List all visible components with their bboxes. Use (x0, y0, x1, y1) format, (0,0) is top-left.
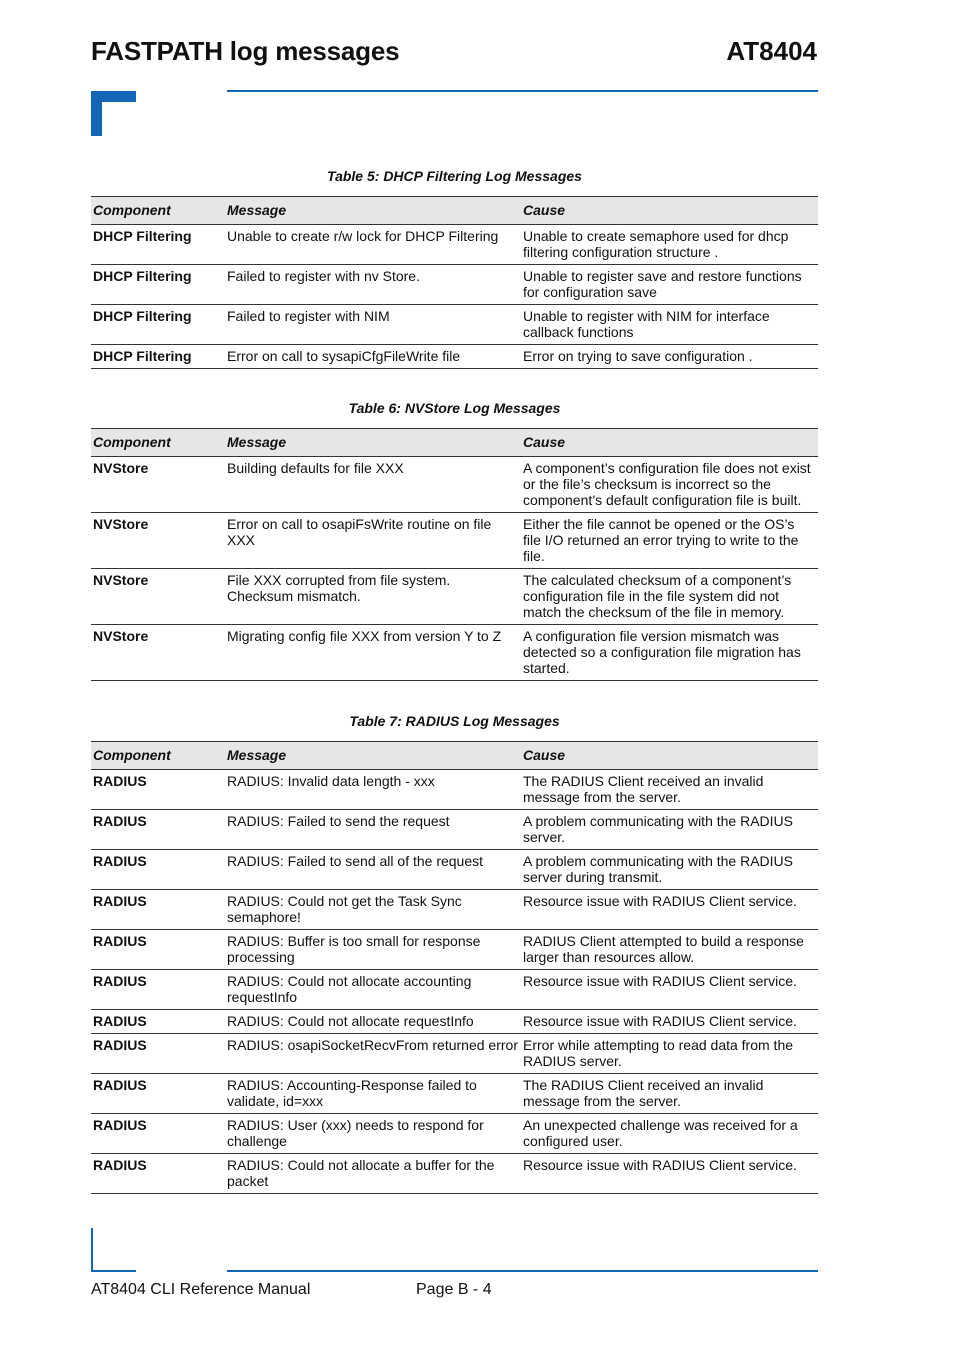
footer-corner-mark (91, 1228, 93, 1272)
cell-cause: Unable to create semaphore used for dhcp filtering configuration structure . (521, 225, 818, 265)
cell-component: RADIUS (91, 1074, 225, 1114)
table-row (91, 1074, 818, 1114)
cell-component: RADIUS (91, 1114, 225, 1154)
table-row (91, 625, 818, 681)
cell-component: RADIUS (91, 970, 225, 1010)
cell-component: RADIUS (91, 930, 225, 970)
cell-message: Unable to create r/w lock for DHCP Filtering (225, 225, 521, 265)
cell-component: RADIUS (91, 770, 225, 810)
cell-message: RADIUS: Buffer is too small for response processing (225, 930, 521, 970)
column-header-message: Message (225, 742, 521, 770)
cell-component: DHCP Filtering (91, 305, 225, 345)
cell-component: DHCP Filtering (91, 225, 225, 265)
table-header-row (91, 742, 818, 770)
cell-component: RADIUS (91, 810, 225, 850)
table-header-row (91, 429, 818, 457)
cell-cause: Resource issue with RADIUS Client service. (521, 890, 818, 930)
cell-component: DHCP Filtering (91, 345, 225, 369)
cell-message: Building defaults for file XXX (225, 457, 521, 513)
cell-message: RADIUS: Could not allocate requestInfo (225, 1010, 521, 1034)
cell-cause: A configuration file version mismatch was detected so a configuration file migration has started. (521, 625, 818, 681)
table-caption-nvstore: Table 6: NVStore Log Messages (348, 400, 561, 416)
cell-message: RADIUS: Failed to send the request (225, 810, 521, 850)
table-row (91, 890, 818, 930)
cell-component: NVStore (91, 457, 225, 513)
cell-cause: Either the file cannot be opened or the OS’s file I/O returned an error trying to write to the file. (521, 513, 818, 569)
cell-message: Error on call to osapiFsWrite routine on file XXX (225, 513, 521, 569)
cell-cause: Error while attempting to read data from the RADIUS server. (521, 1034, 818, 1074)
table-row (91, 513, 818, 569)
cell-component: NVStore (91, 569, 225, 625)
column-header-component: Component (91, 742, 225, 770)
dhcp-filtering-table (91, 196, 818, 369)
cell-cause: Resource issue with RADIUS Client service. (521, 1154, 818, 1194)
cell-cause: Unable to register with NIM for interface callback functions (521, 305, 818, 345)
cell-cause: Error on trying to save configuration . (521, 345, 818, 369)
footer-corner-rule (91, 1270, 136, 1272)
product-name: AT8404 (726, 36, 817, 66)
cell-component: DHCP Filtering (91, 265, 225, 305)
cell-cause: A problem communicating with the RADIUS server. (521, 810, 818, 850)
table-row (91, 305, 818, 345)
footer-page-number: Page B - 4 (416, 1281, 492, 1298)
table-row (91, 225, 818, 265)
table-row (91, 457, 818, 513)
column-header-cause: Cause (521, 742, 818, 770)
footer-manual-title: AT8404 CLI Reference Manual (91, 1281, 311, 1298)
cell-cause: Resource issue with RADIUS Client service. (521, 1010, 818, 1034)
cell-message: RADIUS: Accounting-Response failed to validate, id=xxx (225, 1074, 521, 1114)
cell-message: File XXX corrupted from file system. Checksum mismatch. (225, 569, 521, 625)
cell-cause: Unable to register save and restore functions for configuration save (521, 265, 818, 305)
table-row (91, 265, 818, 305)
column-header-component: Component (91, 197, 225, 225)
cell-message: RADIUS: Failed to send all of the request (225, 850, 521, 890)
table-row (91, 569, 818, 625)
table-caption-dhcp: Table 5: DHCP Filtering Log Messages (327, 168, 582, 184)
table-row (91, 850, 818, 890)
header-rule (227, 90, 818, 92)
column-header-component: Component (91, 429, 225, 457)
table-row (91, 1154, 818, 1194)
cell-cause: A problem communicating with the RADIUS server during transmit. (521, 850, 818, 890)
column-header-message: Message (225, 429, 521, 457)
cell-component: NVStore (91, 625, 225, 681)
cell-message: Failed to register with nv Store. (225, 265, 521, 305)
cell-component: RADIUS (91, 1154, 225, 1194)
cell-message: RADIUS: osapiSocketRecvFrom returned error (225, 1034, 521, 1074)
cell-message: Failed to register with NIM (225, 305, 521, 345)
table-row (91, 810, 818, 850)
table-row (91, 1034, 818, 1074)
cell-component: RADIUS (91, 1010, 225, 1034)
column-header-message: Message (225, 197, 521, 225)
cell-component: NVStore (91, 513, 225, 569)
header-corner-mark-horizontal (91, 91, 136, 102)
column-header-cause: Cause (521, 429, 818, 457)
cell-cause: A component’s configuration file does not exist or the file’s checksum is incorrect so the component’s default configuration file is built. (521, 457, 818, 513)
cell-message: RADIUS: Invalid data length - xxx (225, 770, 521, 810)
table-row (91, 930, 818, 970)
table-caption-radius: Table 7: RADIUS Log Messages (349, 713, 560, 729)
table-row (91, 345, 818, 369)
cell-cause: The calculated checksum of a component’s configuration file in the file system did not match the checksum of the file in memory. (521, 569, 818, 625)
column-header-cause: Cause (521, 197, 818, 225)
table-row (91, 1114, 818, 1154)
radius-table (91, 741, 818, 1194)
cell-component: RADIUS (91, 850, 225, 890)
cell-cause: Resource issue with RADIUS Client service. (521, 970, 818, 1010)
cell-cause: RADIUS Client attempted to build a response larger than resources allow. (521, 930, 818, 970)
cell-message: RADIUS: Could not get the Task Sync semaphore! (225, 890, 521, 930)
table-row (91, 1010, 818, 1034)
cell-message: RADIUS: Could not allocate a buffer for the packet (225, 1154, 521, 1194)
table-row (91, 770, 818, 810)
cell-message: Error on call to sysapiCfgFileWrite file (225, 345, 521, 369)
table-header-row (91, 197, 818, 225)
cell-message: Migrating config file XXX from version Y to Z (225, 625, 521, 681)
cell-message: RADIUS: User (xxx) needs to respond for challenge (225, 1114, 521, 1154)
nvstore-table (91, 428, 818, 681)
cell-cause: An unexpected challenge was received for a configured user. (521, 1114, 818, 1154)
footer-rule (227, 1270, 818, 1272)
page-title: FASTPATH log messages (91, 36, 400, 66)
cell-component: RADIUS (91, 1034, 225, 1074)
cell-component: RADIUS (91, 890, 225, 930)
cell-cause: The RADIUS Client received an invalid message from the server. (521, 1074, 818, 1114)
cell-cause: The RADIUS Client received an invalid message from the server. (521, 770, 818, 810)
cell-message: RADIUS: Could not allocate accounting requestInfo (225, 970, 521, 1010)
table-row (91, 970, 818, 1010)
